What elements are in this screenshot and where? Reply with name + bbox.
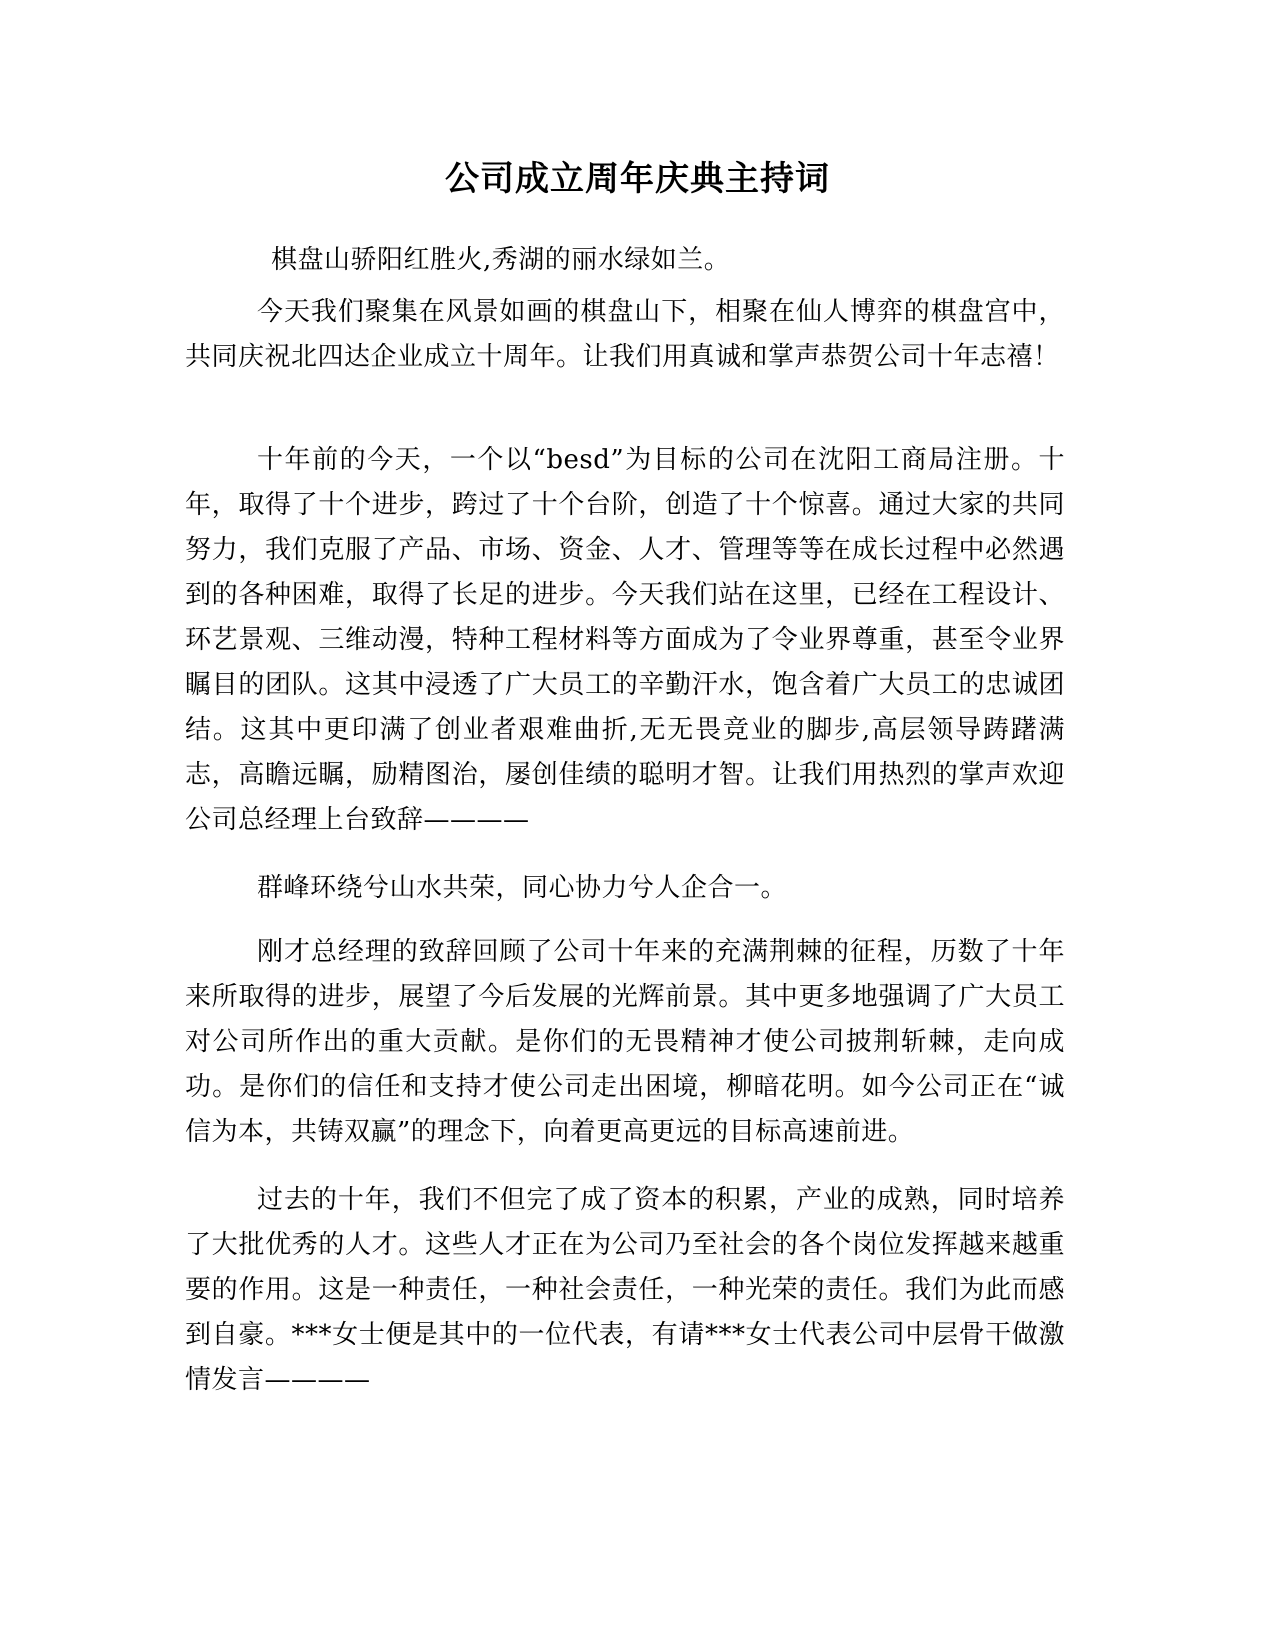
paragraph-history: 十年前的今天，一个以“besd”为目标的公司在沈阳工商局注册。十年，取得了十个进步，跨过了十个台阶，创造了十个惊喜。通过大家的共同努力，我们克服了产品、市场、资金、人才、管理等等在成长过程中必然遇到的各种困难，取得了长足的进步。今天我们站在这里，已经在工程设计、环艺景观、三维动漫，特种工程材料等方面成为了令业界尊重，甚至令业界瞩目的团队。这其中浸透了广大员工的辛勤汗水，饱含着广大员工的忠诚团结。这其中更印满了创业者艰难曲折,无无畏竞业的脚步,高层领导踌躇满志，高瞻远瞩，励精图治，屡创佳绩的聪明才智。让我们用热烈的掌声欢迎公司总经理上台致辞———— (185, 445, 1065, 835)
document-title: 公司成立周年庆典主持词 (445, 159, 830, 199)
paragraph-couplet-opening: 棋盘山骄阳红胜火,秀湖的丽水绿如兰。 (271, 245, 731, 275)
paragraph-talent: 过去的十年，我们不但完了成了资本的积累，产业的成熟，同时培养了大批优秀的人才。这些人才正在为公司乃至社会的各个岗位发挥越来越重要的作用。这是一种责任，一种社会责任，一种光荣的责任。我们为此而感到自豪。***女士便是其中的一位代表，有请***女士代表公司中层骨干做激情发言———— (185, 1185, 1065, 1395)
paragraph-welcome: 今天我们聚集在风景如画的棋盘山下，相聚在仙人博弈的棋盘宫中，共同庆祝北四达企业成立十周年。让我们用真诚和掌声恭贺公司十年志禧！ (185, 297, 1065, 372)
paragraph-review: 刚才总经理的致辞回顾了公司十年来的充满荆棘的征程，历数了十年来所取得的进步，展望了今后发展的光辉前景。其中更多地强调了广大员工对公司所作出的重大贡献。是你们的无畏精神才使公司披荆斩棘，走向成功。是你们的信任和支持才使公司走出困境，柳暗花明。如今公司正在“诚信为本，共铸双赢”的理念下，向着更高更远的目标高速前进。 (185, 937, 1065, 1147)
paragraph-couplet-middle: 群峰环绕兮山水共荣，同心协力兮人企合一。 (257, 873, 788, 903)
